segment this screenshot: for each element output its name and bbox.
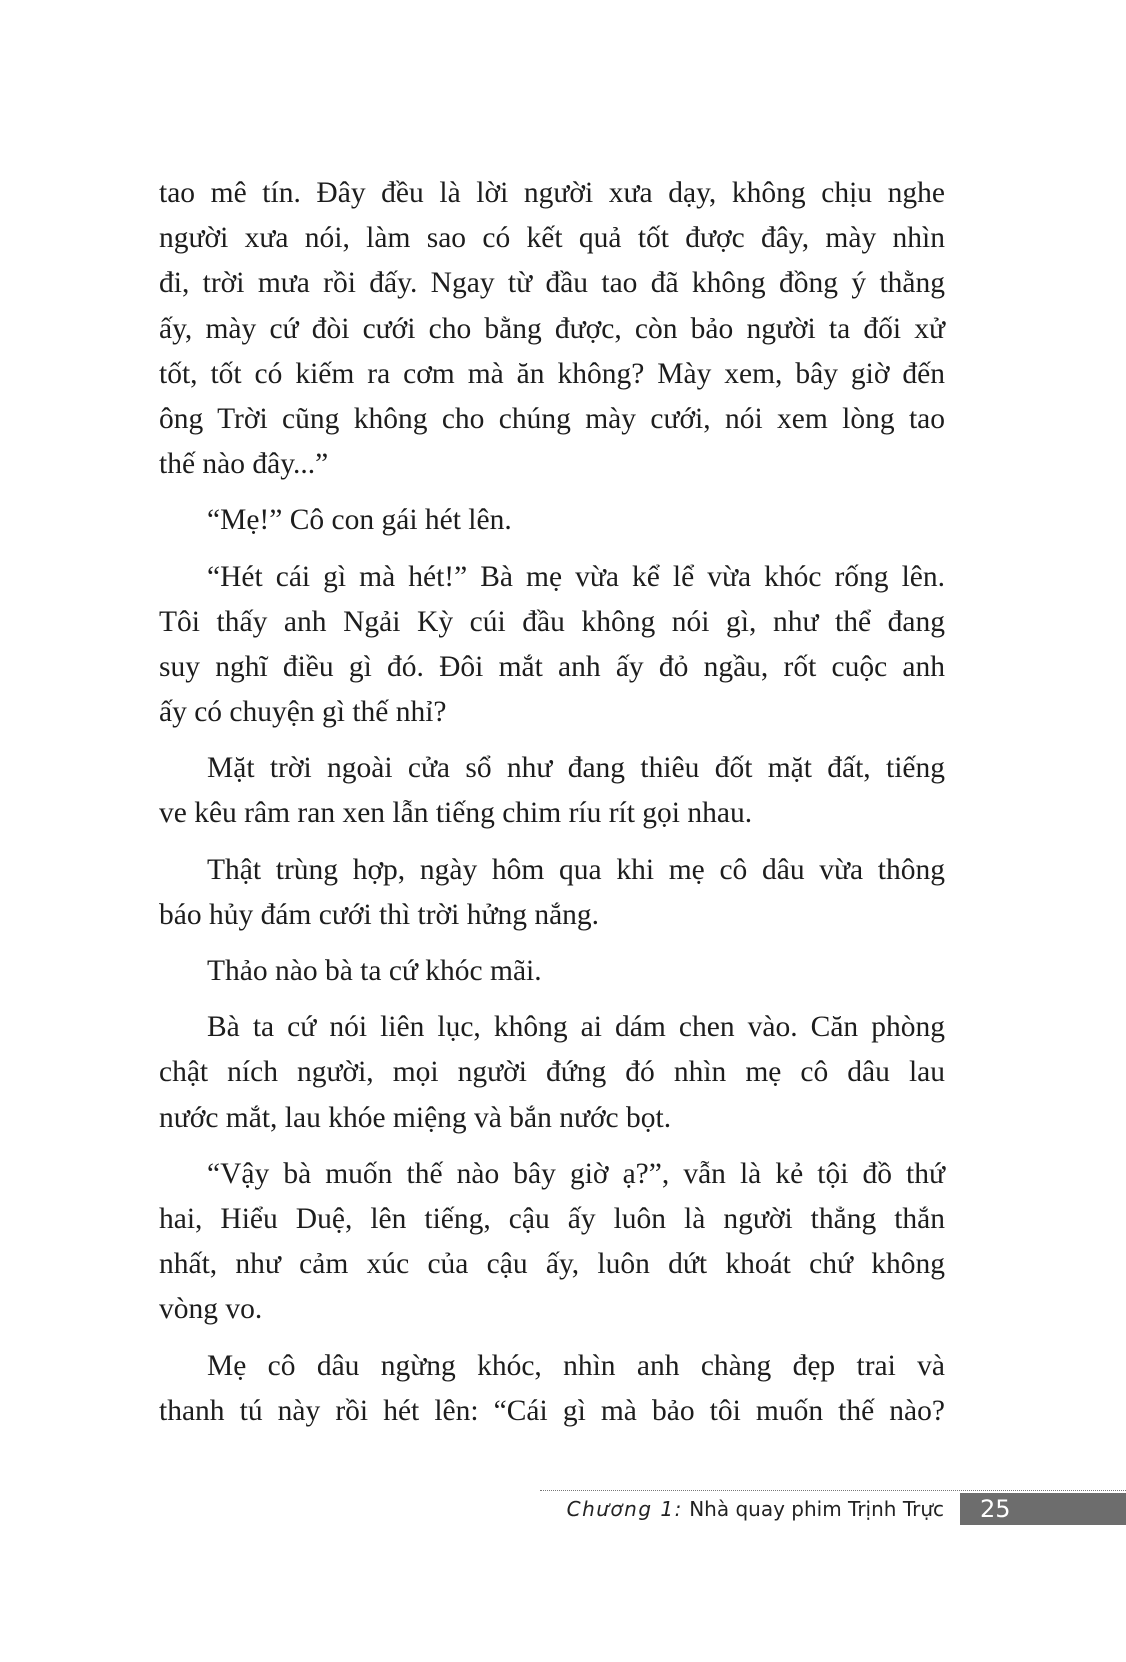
paragraph <box>159 555 945 736</box>
text-line: vòng vo. <box>159 1293 263 1326</box>
text-line: ấy có chuyện gì thế nhỉ? <box>159 696 447 729</box>
text-line: suy nghĩ điều gì đó. Đôi mắt anh ấy đỏ ngầu, rốt cuộc anh <box>159 650 945 683</box>
text-line: Mặt trời ngoài cửa sổ như đang thiêu đốt mặt đất, tiếng <box>207 752 945 785</box>
text-line: thanh tú này rồi hét lên: “Cái gì mà bảo tôi muốn thế nào? <box>159 1394 945 1427</box>
text-line: nước mắt, lau khóe miệng và bắn nước bọt. <box>159 1101 672 1134</box>
text-line: Thảo nào bà ta cứ khóc mãi. <box>207 955 542 987</box>
text-line: hai, Hiểu Duệ, lên tiếng, cậu ấy luôn là người thẳng thắn <box>159 1202 945 1235</box>
text-line: chật ních người, mọi người đứng đó nhìn mẹ cô dâu lau <box>159 1056 945 1089</box>
text-line: ông Trời cũng không cho chúng mày cưới, nói xem lòng tao <box>159 402 945 435</box>
paragraph <box>159 746 945 836</box>
page-number: 25 <box>980 1495 1011 1523</box>
footer-divider <box>540 1490 1126 1491</box>
chapter-title: Nhà quay phim Trịnh Trực <box>689 1497 944 1521</box>
chapter-label: Chương 1: <box>566 1497 683 1521</box>
text-line: “Mẹ!” Cô con gái hét lên. <box>207 504 512 537</box>
paragraph <box>159 498 945 543</box>
text-line: Bà ta cứ nói liên lục, không ai dám chen vào. Căn phòng <box>207 1011 945 1044</box>
text-line: người xưa nói, làm sao có kết quả tốt được đây, mày nhìn <box>159 222 945 255</box>
text-line: Mẹ cô dâu ngừng khóc, nhìn anh chàng đẹp trai và <box>207 1349 945 1382</box>
paragraph <box>159 1152 945 1333</box>
paragraph <box>159 949 945 994</box>
text-line: tao mê tín. Đây đều là lời người xưa dạy, không chịu nghe <box>159 177 945 209</box>
paragraph <box>159 848 945 938</box>
paragraph <box>159 1344 945 1434</box>
text-line: Thật trùng hợp, ngày hôm qua khi mẹ cô dâu vừa thông <box>207 853 945 886</box>
text-line: nhất, như cảm xúc của cậu ấy, luôn dứt khoát chứ không <box>159 1248 945 1281</box>
paragraph <box>159 1005 945 1141</box>
page-body-text <box>159 171 945 1445</box>
text-line: ve kêu râm ran xen lẫn tiếng chim ríu rít gọi nhau. <box>159 797 753 830</box>
text-line: báo hủy đám cưới thì trời hửng nắng. <box>159 898 600 931</box>
text-line: đi, trời mưa rồi đấy. Ngay từ đầu tao đã không đồng ý thằng <box>159 267 945 300</box>
text-line: ấy, mày cứ đòi cưới cho bằng được, còn bảo người ta đối xử <box>159 312 945 345</box>
text-line: “Vậy bà muốn thế nào bây giờ ạ?”, vẫn là kẻ tội đồ thứ <box>207 1157 945 1190</box>
running-footer <box>567 1494 944 1524</box>
paragraph <box>159 171 945 487</box>
text-line: “Hét cái gì mà hét!” Bà mẹ vừa kể lể vừa khóc rống lên. <box>207 560 945 593</box>
text-line: Tôi thấy anh Ngải Kỳ cúi đầu không nói gì, như thể đang <box>159 605 945 638</box>
text-line: thế nào đây...” <box>159 448 329 481</box>
text-line: tốt, tốt có kiếm ra cơm mà ăn không? Mày xem, bây giờ đến <box>159 357 945 390</box>
